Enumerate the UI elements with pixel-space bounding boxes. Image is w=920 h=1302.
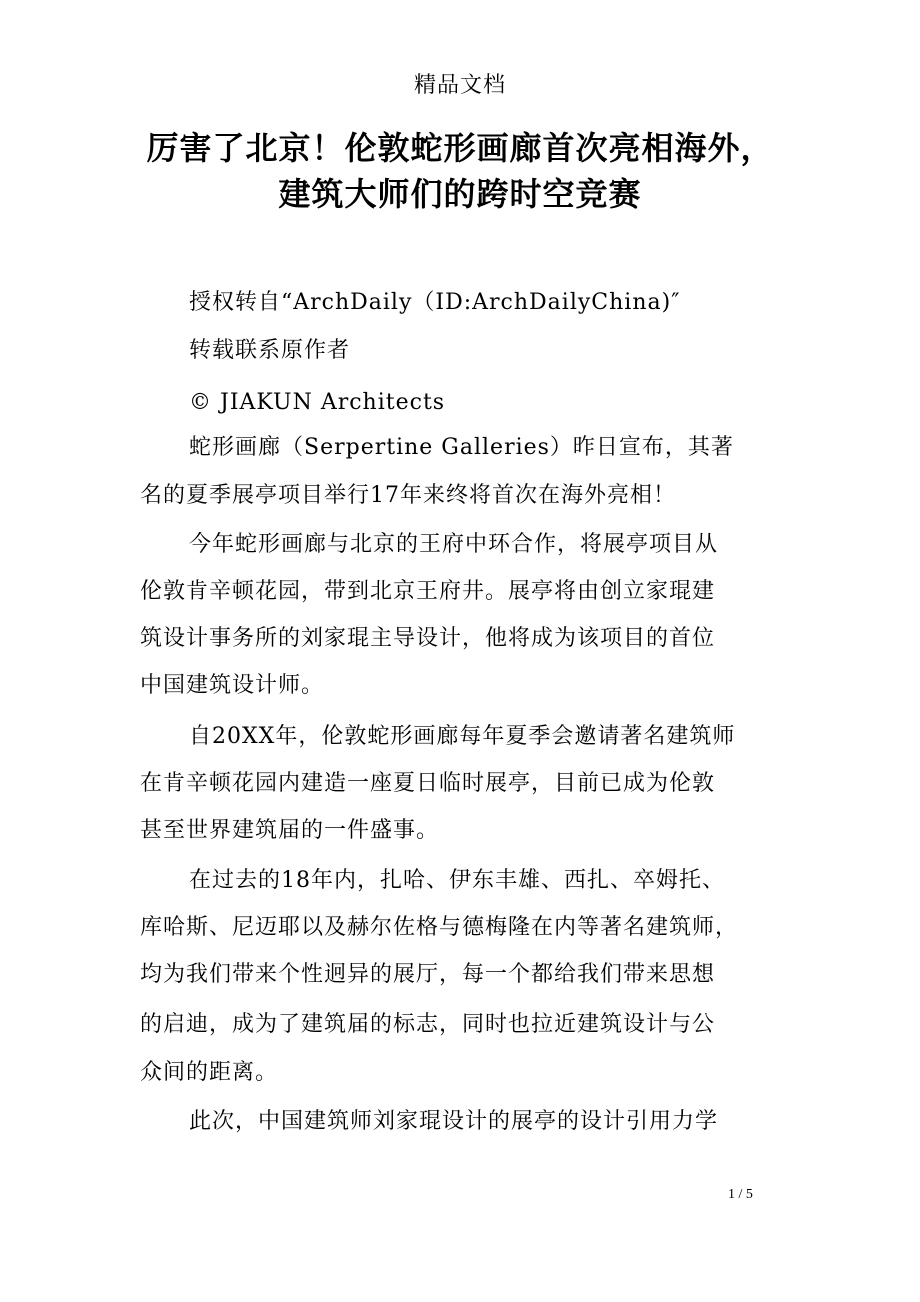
body-line: 伦敦肯辛顿花园，带到北京王府井。展亭将由创立家琨建	[140, 579, 716, 604]
article-title-line-2: 建筑大师们的跨时空竞赛	[278, 175, 642, 213]
body-line: © JIAKUN Architects	[189, 390, 446, 415]
body-line: 在过去的18年内，扎哈、伊东丰雄、西扎、卒姆托、	[189, 868, 725, 893]
body-line: 转载联系原作者	[189, 338, 351, 363]
body-line: 众间的距离。	[140, 1060, 279, 1085]
page-indicator: 1 / 5	[728, 1187, 753, 1202]
body-line: 均为我们带来个性迥异的展厅，每一个都给我们带来思想	[140, 962, 716, 987]
body-line: 此次，中国建筑师刘家琨设计的展亭的设计引用力学	[189, 1109, 719, 1134]
body-line: 筑设计事务所的刘家琨主导设计，他将成为该项目的首位	[140, 626, 716, 651]
body-line: 名的夏季展亭项目举行17年来终将首次在海外亮相！	[140, 483, 676, 508]
article-title-line-1: 厉害了北京！伦敦蛇形画廊首次亮相海外，	[146, 129, 774, 167]
body-line: 蛇形画廊（Serpertine Galleries）昨日宣布，其著	[189, 435, 734, 460]
body-line: 中国建筑设计师。	[140, 673, 325, 698]
body-line: 的启迪，成为了建筑届的标志，同时也拉近建筑设计与公	[140, 1012, 716, 1037]
page-header: 精品文档	[413, 73, 506, 98]
body-line: 授权转自“ArchDaily（ID:ArchDailyChina)″	[189, 290, 681, 315]
body-line: 在肯辛顿花园内建造一座夏日临时展亭，目前已成为伦敦	[140, 771, 716, 796]
body-line: 库哈斯、尼迈耶以及赫尔佐格与德梅隆在内等著名建筑师，	[140, 915, 739, 940]
body-line: 甚至世界建筑届的一件盛事。	[140, 818, 440, 843]
body-line: 自20XX年，伦敦蛇形画廊每年夏季会邀请著名建筑师	[189, 724, 736, 749]
body-line: 今年蛇形画廊与北京的王府中环合作，将展亭项目从	[189, 532, 719, 557]
